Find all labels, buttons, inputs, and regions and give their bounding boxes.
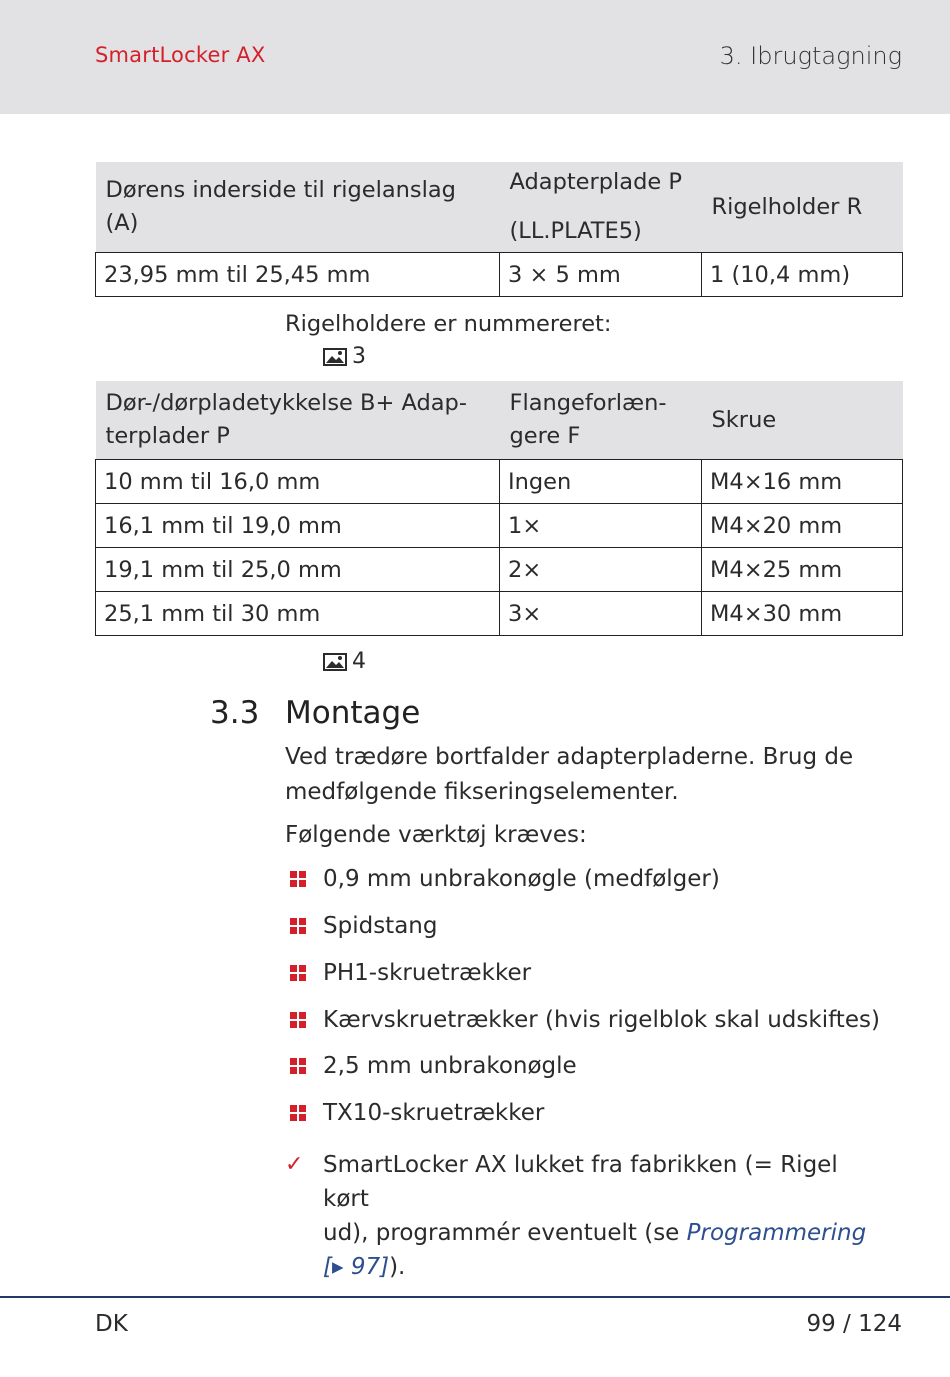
table-cell: M4×20 mm [702, 504, 903, 548]
table-header-cell [96, 381, 500, 460]
table-caption: Rigelholdere er nummereret: [285, 311, 612, 337]
table-header-line: Flangeforlæn- [509, 390, 667, 416]
page-number: 99 / 124 [806, 1311, 902, 1337]
table-header-cell [500, 381, 702, 460]
intro-paragraph [285, 740, 885, 810]
list-item-text: 2,5 mm unbrakonøgle [323, 1053, 577, 1079]
bullet-icon [290, 918, 306, 934]
table-cell: 23,95 mm til 25,45 mm [96, 253, 500, 297]
page-header [0, 0, 950, 114]
table-header-line: Dør-/dørpladetykkelse B+ Adap- [105, 390, 467, 416]
table-header-line: Adapterplade P [509, 169, 682, 195]
figure-reference[interactable] [323, 649, 366, 674]
list-item-text: Spidstang [323, 913, 438, 939]
figure-reference[interactable] [323, 344, 366, 369]
table-cell: 3 × 5 mm [500, 253, 702, 297]
list-item [290, 1053, 577, 1079]
table-cell: M4×16 mm [702, 460, 903, 504]
table-cell: 19,1 mm til 25,0 mm [96, 548, 500, 592]
table-cell: 10 mm til 16,0 mm [96, 460, 500, 504]
list-item [290, 866, 720, 892]
table-cell: M4×25 mm [702, 548, 903, 592]
bullet-icon [290, 1012, 306, 1028]
table-row [96, 460, 903, 504]
bullet-icon [290, 871, 306, 887]
section-number: 3.3 [210, 695, 260, 731]
table-cell: 1 (10,4 mm) [702, 253, 903, 297]
table-cell: 1× [500, 504, 702, 548]
bullet-icon [290, 1105, 306, 1121]
footer-language: DK [95, 1311, 128, 1337]
intro-line: Ved trædøre bortfalder adapterpladerne. Brug de [285, 744, 854, 770]
bullet-icon [290, 1058, 306, 1074]
table-header-cell: Rigelholder R [702, 162, 903, 253]
table-header-cell [500, 162, 702, 253]
prerequisite-end: ). [389, 1254, 406, 1280]
list-item [290, 1007, 880, 1033]
list-item-text: 0,9 mm unbrakonøgle (medfølger) [323, 866, 720, 892]
table-header-row [96, 162, 903, 253]
brand-name: SmartLocker AX [95, 43, 266, 67]
image-icon [323, 653, 347, 671]
figure-number: 4 [352, 649, 366, 674]
table-header-cell: Dørens inderside til rigelanslag (A) [96, 162, 500, 253]
checkmark-icon: ✓ [285, 1152, 304, 1177]
table-header-line: (LL.PLATE5) [509, 218, 642, 244]
prerequisite-item [285, 1148, 885, 1284]
footer-divider [0, 1296, 950, 1298]
table-header-row [96, 381, 903, 460]
tools-intro: Følgende værktøj kræves: [285, 822, 587, 848]
adapter-plate-table [95, 162, 903, 297]
table-cell: 3× [500, 592, 702, 636]
table-cell: M4×30 mm [702, 592, 903, 636]
list-item-text: Kærvskruetrækker (hvis rigelblok skal udskiftes) [323, 1007, 880, 1033]
table-header-line: gere F [509, 423, 581, 449]
table-cell: 25,1 mm til 30 mm [96, 592, 500, 636]
intro-line: medfølgende fikseringselementer. [285, 779, 679, 805]
figure-number: 3 [352, 344, 366, 369]
table-cell: 16,1 mm til 19,0 mm [96, 504, 500, 548]
table-cell: Ingen [500, 460, 702, 504]
programming-link[interactable]: Programmering [686, 1220, 867, 1246]
screw-table [95, 381, 903, 636]
list-item-text: PH1-skruetrækker [323, 960, 532, 986]
prerequisite-text [323, 1148, 885, 1284]
table-row [96, 592, 903, 636]
section-title: Montage [285, 695, 421, 731]
table-row [96, 548, 903, 592]
prerequisite-line: ud), programmér eventuelt (se [323, 1220, 680, 1246]
page-reference-link[interactable]: [▸ 97] [323, 1254, 390, 1280]
table-header-cell: Skrue [702, 381, 903, 460]
prerequisite-line: SmartLocker AX lukket fra fabrikken (= Rigel kørt [323, 1152, 838, 1212]
list-item-text: TX10-skruetrækker [323, 1100, 545, 1126]
table-row [96, 253, 903, 297]
list-item [290, 1100, 544, 1126]
table-cell: 2× [500, 548, 702, 592]
table-header-line: terplader P [105, 423, 230, 449]
image-icon [323, 348, 347, 366]
bullet-icon [290, 965, 306, 981]
list-item [290, 913, 437, 939]
list-item [290, 960, 531, 986]
table-row [96, 504, 903, 548]
chapter-title: 3. Ibrugtagning [719, 42, 902, 70]
